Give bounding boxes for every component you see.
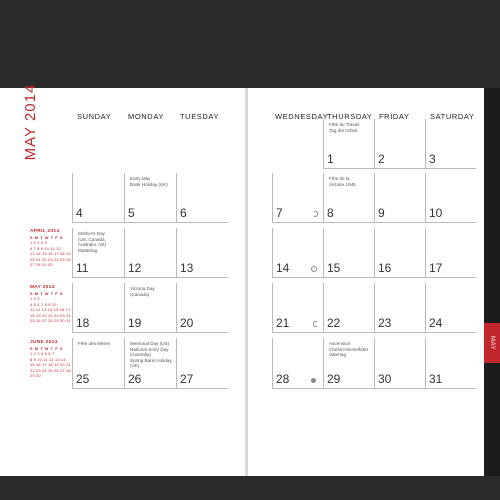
- day-cell-17[interactable]: [425, 228, 476, 278]
- mini-calendar-week: 25 26 27 28 29 30 31: [30, 318, 71, 323]
- day-cell-16[interactable]: [374, 228, 425, 278]
- day-cell-18[interactable]: [72, 283, 124, 333]
- mini-calendar-week: 1 2 3 4 5 6 7: [30, 351, 55, 356]
- day-number: 20: [180, 316, 194, 330]
- day-number: 11: [76, 261, 89, 275]
- day-cell-20[interactable]: [176, 283, 228, 333]
- mini-calendar-week: 18 19 20 21 22 23 24: [30, 312, 71, 318]
- day-cell-7[interactable]: [272, 173, 323, 223]
- page-binding: [245, 88, 248, 476]
- day-cell-1[interactable]: [323, 119, 374, 169]
- day-cell-8[interactable]: [323, 173, 374, 223]
- day-cell-6[interactable]: [176, 173, 228, 223]
- first-quarter-moon-icon: [313, 211, 318, 217]
- mini-calendar-week: 8 9 10 11 12 13 14: [30, 356, 66, 362]
- day-cell-9[interactable]: [374, 173, 425, 223]
- day-cell-24[interactable]: [425, 283, 476, 333]
- day-number: 9: [378, 206, 385, 220]
- mini-calendar-title: JUNE 2014: [30, 340, 58, 345]
- day-cell-2[interactable]: [374, 119, 425, 169]
- day-number: 22: [327, 316, 341, 330]
- day-number: 4: [76, 206, 83, 220]
- header-saturday: SATURDAY: [430, 112, 475, 121]
- day-note: Victoria Day (Canada): [130, 286, 155, 297]
- mini-calendar-week: 11 12 13 14 15 16 17: [30, 307, 71, 312]
- day-note: Fête de la Victoire 1945: [329, 176, 356, 187]
- day-cell-30[interactable]: [374, 338, 425, 389]
- day-note: Fête des Mères: [78, 341, 110, 346]
- day-number: 24: [429, 316, 443, 330]
- book-edge: [484, 88, 500, 476]
- day-cell-15[interactable]: [323, 228, 374, 278]
- day-cell-21[interactable]: [272, 283, 323, 333]
- day-number: 26: [128, 372, 142, 386]
- day-number: 10: [429, 206, 443, 220]
- day-cell-31[interactable]: [425, 338, 476, 389]
- header-wednesday: WEDNESDAY: [275, 112, 329, 121]
- day-number: 28: [276, 372, 290, 386]
- new-moon-icon: [311, 378, 316, 383]
- day-number: 19: [128, 316, 142, 330]
- mini-calendar-week: 29 30: [30, 373, 41, 378]
- day-number: 21: [276, 316, 290, 330]
- mini-calendar-title: MAY 2014: [30, 285, 55, 290]
- day-number: 2: [378, 152, 385, 166]
- day-number: 18: [76, 316, 90, 330]
- header-monday: MONDAY: [128, 112, 164, 121]
- day-cell-23[interactable]: [374, 283, 425, 333]
- day-cell-27[interactable]: [176, 338, 228, 389]
- mini-calendar-week: 4 5 6 7 8 9 10: [30, 301, 57, 307]
- month-tab-label: MAY: [489, 335, 495, 351]
- month-title: MAY 2014: [22, 83, 39, 161]
- day-cell-11[interactable]: [72, 228, 124, 278]
- day-note: Mother's Day (US, Canada, Australia, NZ) Muttertag: [78, 231, 107, 253]
- day-cell-3[interactable]: [425, 119, 476, 169]
- day-number: 31: [429, 372, 443, 386]
- day-number: 13: [180, 261, 194, 275]
- mini-calendar-week: 1 2 3: [30, 296, 40, 301]
- day-cell-26[interactable]: [124, 338, 176, 389]
- day-cell-5[interactable]: [124, 173, 176, 223]
- day-number: 7: [276, 206, 283, 220]
- day-number: 5: [128, 206, 135, 220]
- mini-calendar-week: 1 2 3 4 5: [30, 240, 47, 245]
- mini-calendar-weekdays: SMTWTFS: [30, 291, 65, 296]
- day-number: 23: [378, 316, 392, 330]
- last-quarter-moon-icon: [313, 321, 318, 327]
- day-cell-14[interactable]: [272, 228, 323, 278]
- mini-calendar-week: 13 14 15 16 17 18 19: [30, 251, 71, 256]
- mini-calendar-may: [30, 285, 74, 324]
- day-number: 25: [76, 372, 90, 386]
- day-cell-13[interactable]: [176, 228, 228, 278]
- mini-calendar-week: 20 21 22 23 24 25 26: [30, 256, 71, 262]
- day-note: Fête du Travail Tag der Arbeit: [329, 122, 360, 133]
- header-friday: FRIDAY: [379, 112, 410, 121]
- mini-calendar-week: 22 23 24 25 26 27 28: [30, 367, 71, 373]
- day-cell-19[interactable]: [124, 283, 176, 333]
- day-cell-4[interactable]: [72, 173, 124, 223]
- mini-calendar-week: 6 7 8 9 10 11 12: [30, 245, 62, 251]
- mini-calendar-june: [30, 340, 74, 379]
- day-number: 27: [180, 372, 194, 386]
- mini-calendar-week: 15 16 17 18 19 20 21: [30, 362, 71, 367]
- mini-calendar-weekdays: SMTWTFS: [30, 235, 65, 240]
- full-moon-icon: [311, 266, 317, 272]
- header-sunday: SUNDAY: [77, 112, 112, 121]
- header-tuesday: TUESDAY: [180, 112, 220, 121]
- mini-calendar-weekdays: SMTWTFS: [30, 346, 65, 351]
- day-note: Early May Bank Holiday (UK): [130, 176, 168, 187]
- day-number: 16: [378, 261, 392, 275]
- day-cell-10[interactable]: [425, 173, 476, 223]
- day-number: 14: [276, 261, 290, 275]
- mini-calendar-title: APRIL 2014: [30, 229, 60, 234]
- day-number: 1: [327, 152, 334, 166]
- day-number: 3: [429, 152, 436, 166]
- day-note: Memorial Day (US) National Sorry Day (Australia) Spring Bank Holiday (UK): [130, 341, 172, 369]
- day-cell-12[interactable]: [124, 228, 176, 278]
- day-number: 12: [128, 261, 142, 275]
- day-number: 17: [429, 261, 443, 275]
- month-tab[interactable]: [484, 323, 500, 363]
- day-cell-22[interactable]: [323, 283, 374, 333]
- day-number: 6: [180, 206, 187, 220]
- day-cell-25[interactable]: [72, 338, 124, 389]
- day-number: 15: [327, 261, 341, 275]
- mini-calendar-week: 27 28 29 30: [30, 262, 53, 267]
- day-cell-28[interactable]: [272, 338, 323, 389]
- header-thursday: THURSDAY: [327, 112, 373, 121]
- day-note: Ascension Christi Himmelfahrt Vatertag: [329, 341, 369, 358]
- mini-calendar-april: [30, 229, 74, 268]
- day-number: 29: [327, 372, 341, 386]
- day-cell-29[interactable]: [323, 338, 374, 389]
- day-number: 8: [327, 206, 334, 220]
- day-number: 30: [378, 372, 392, 386]
